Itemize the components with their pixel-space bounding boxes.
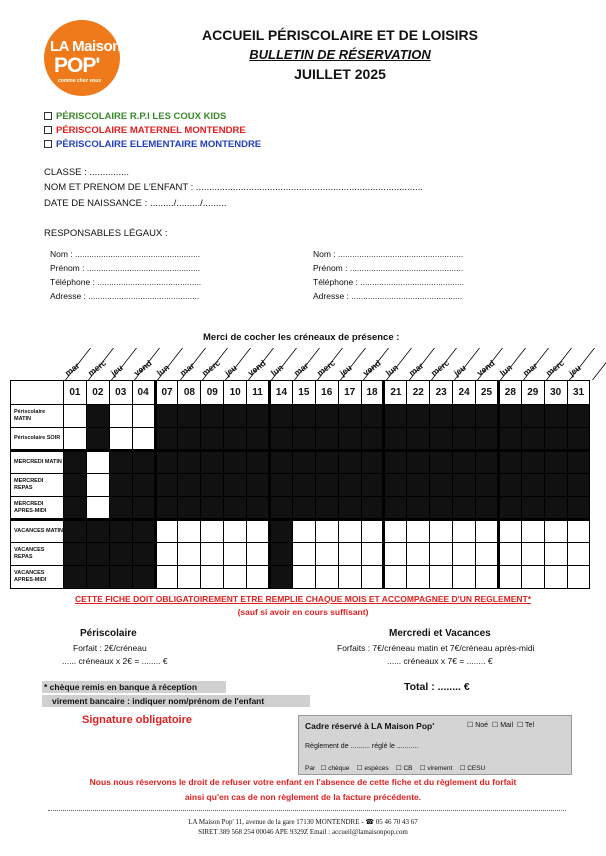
slot-cell bbox=[315, 405, 338, 428]
slot-cell bbox=[64, 451, 87, 474]
resp1-adresse[interactable]: Adresse : ............................................... bbox=[50, 291, 200, 301]
slot-cell[interactable] bbox=[430, 543, 453, 566]
slot-cell bbox=[567, 451, 590, 474]
notice-line-2: (sauf si avoir en cours suffisant) bbox=[237, 607, 369, 617]
slot-cell bbox=[132, 497, 155, 520]
slot-cell[interactable] bbox=[384, 566, 407, 589]
slot-cell bbox=[430, 405, 453, 428]
checkbox-icon[interactable]: ☐ bbox=[491, 722, 499, 729]
slot-cell bbox=[384, 497, 407, 520]
slot-cell bbox=[498, 451, 521, 474]
date-header: 23 bbox=[430, 381, 453, 405]
slot-cell bbox=[201, 497, 224, 520]
logo-text-2: POP' bbox=[54, 54, 100, 77]
row-label: VACANCES MATIN bbox=[11, 520, 64, 543]
slot-cell[interactable] bbox=[361, 520, 384, 543]
calendar-instruction: Merci de cocher les créneaux de présence : bbox=[203, 332, 400, 343]
day-label: jeu bbox=[223, 362, 239, 378]
slot-cell bbox=[224, 405, 247, 428]
slot-cell bbox=[109, 474, 132, 497]
slot-cell[interactable] bbox=[201, 543, 224, 566]
slot-cell[interactable] bbox=[338, 543, 361, 566]
date-header: 03 bbox=[109, 381, 132, 405]
slot-cell bbox=[476, 405, 499, 428]
slot-cell[interactable] bbox=[498, 520, 521, 543]
day-label: merc bbox=[85, 357, 108, 378]
resp2-nom[interactable]: Nom : ..................................................... bbox=[313, 249, 464, 259]
date-header: 07 bbox=[155, 381, 178, 405]
slot-cell bbox=[476, 497, 499, 520]
slot-cell bbox=[361, 428, 384, 451]
slot-cell bbox=[498, 474, 521, 497]
row-label: VACANCES REPAS bbox=[11, 543, 64, 566]
slot-cell bbox=[361, 497, 384, 520]
slot-cell bbox=[453, 451, 476, 474]
day-label: vend bbox=[246, 357, 268, 378]
slot-cell bbox=[338, 474, 361, 497]
day-label: lun bbox=[154, 362, 171, 378]
slot-cell bbox=[338, 451, 361, 474]
slot-cell bbox=[453, 405, 476, 428]
slot-cell bbox=[338, 428, 361, 451]
slot-cell[interactable] bbox=[224, 543, 247, 566]
slot-cell bbox=[270, 451, 293, 474]
slot-cell bbox=[86, 520, 109, 543]
slot-cell bbox=[270, 520, 293, 543]
slot-cell[interactable] bbox=[567, 543, 590, 566]
slot-cell bbox=[407, 474, 430, 497]
slot-cell[interactable] bbox=[476, 543, 499, 566]
day-label: mar bbox=[291, 360, 311, 378]
logo bbox=[44, 20, 120, 96]
resp2-adresse[interactable]: Adresse : ............................................... bbox=[313, 291, 463, 301]
row-label: MERCREDI REPAS bbox=[11, 474, 64, 497]
row-label: Périscolaire MATIN bbox=[11, 405, 64, 428]
slot-cell bbox=[201, 451, 224, 474]
logo-text-1: LA Maison bbox=[50, 38, 121, 55]
slot-cell bbox=[521, 497, 544, 520]
slot-cell bbox=[521, 405, 544, 428]
slot-cell[interactable] bbox=[430, 520, 453, 543]
slot-cell bbox=[86, 566, 109, 589]
slot-cell bbox=[407, 497, 430, 520]
day-label: jeu bbox=[566, 362, 583, 378]
resp1-telephone[interactable]: Téléphone : ............................................ bbox=[50, 277, 202, 287]
slot-cell bbox=[384, 428, 407, 451]
mercredi-calc[interactable]: ...... créneaux x 7€ = ........ € bbox=[387, 656, 493, 666]
slot-cell[interactable] bbox=[338, 520, 361, 543]
date-header: 01 bbox=[64, 381, 87, 405]
day-label: vend bbox=[475, 357, 497, 378]
slot-cell bbox=[567, 497, 590, 520]
grid-corner bbox=[11, 381, 64, 405]
day-label: vend bbox=[360, 357, 383, 378]
slot-cell[interactable] bbox=[521, 520, 544, 543]
periscolaire-title: Périscolaire bbox=[80, 628, 137, 639]
slot-cell bbox=[109, 451, 132, 474]
child-name-field[interactable]: NOM ET PRENOM DE L'ENFANT : ...................................................................................... bbox=[44, 182, 423, 193]
slot-cell bbox=[109, 520, 132, 543]
slot-cell[interactable] bbox=[498, 566, 521, 589]
slot-cell bbox=[155, 497, 178, 520]
slot-cell[interactable] bbox=[476, 520, 499, 543]
slot-cell[interactable] bbox=[407, 566, 430, 589]
checkbox-icon[interactable]: ☐ bbox=[356, 765, 363, 772]
date-header: 24 bbox=[453, 381, 476, 405]
slot-cell[interactable] bbox=[224, 566, 247, 589]
slot-cell bbox=[567, 474, 590, 497]
option-rpi[interactable]: PÉRISCOLAIRE R.P.I LES COUX KIDS bbox=[44, 111, 226, 122]
slot-cell bbox=[109, 543, 132, 566]
slot-cell bbox=[384, 405, 407, 428]
resp1-nom[interactable]: Nom : ..................................................... bbox=[50, 249, 201, 259]
slot-cell bbox=[338, 497, 361, 520]
slot-cell bbox=[270, 497, 293, 520]
slot-cell bbox=[430, 474, 453, 497]
date-header: 04 bbox=[132, 381, 155, 405]
slot-cell bbox=[247, 497, 270, 520]
slot-cell bbox=[132, 520, 155, 543]
slot-cell bbox=[132, 566, 155, 589]
slot-cell bbox=[270, 405, 293, 428]
checkbox-icon[interactable]: ☐ bbox=[516, 722, 524, 729]
slot-cell[interactable] bbox=[544, 566, 567, 589]
slot-cell bbox=[155, 474, 178, 497]
slot-cell bbox=[544, 451, 567, 474]
day-label: jeu bbox=[337, 362, 354, 378]
warning-line-2: ainsi qu'en cas de non règlement de la facture précédente. bbox=[184, 792, 422, 802]
slot-cell bbox=[521, 428, 544, 451]
slot-cell bbox=[544, 428, 567, 451]
slot-cell[interactable] bbox=[224, 520, 247, 543]
footer-line-2: SIRET 389 568 254 00046 APE 9329Z Email : accueil@lamaisonpop.com bbox=[198, 828, 408, 836]
slot-cell bbox=[544, 474, 567, 497]
slot-cell bbox=[292, 405, 315, 428]
slot-cell bbox=[155, 451, 178, 474]
date-header: 17 bbox=[338, 381, 361, 405]
checkbox-icon[interactable]: ☐ bbox=[459, 765, 466, 772]
classe-field[interactable]: CLASSE : ............... bbox=[44, 167, 129, 178]
admin-opts: ☐ Noé ☐ Mail ☐ Tel bbox=[467, 722, 534, 729]
logo-tagline: comme chez vous bbox=[58, 78, 102, 84]
date-header: 10 bbox=[224, 381, 247, 405]
day-label: lun bbox=[383, 362, 400, 378]
slot-cell bbox=[64, 543, 87, 566]
slot-cell bbox=[132, 474, 155, 497]
slot-cell bbox=[64, 566, 87, 589]
slot-cell bbox=[407, 451, 430, 474]
slot-cell bbox=[292, 497, 315, 520]
date-header: 11 bbox=[247, 381, 270, 405]
slot-cell bbox=[109, 497, 132, 520]
date-header: 18 bbox=[361, 381, 384, 405]
slot-cell bbox=[247, 405, 270, 428]
slot-cell[interactable] bbox=[430, 566, 453, 589]
notice-line-1: CETTE FICHE DOIT OBLIGATOIREMENT ETRE REMPLIE CHAQUE MOIS ET ACCOMPAGNEE D'UN REGLEMENT* bbox=[75, 594, 531, 604]
slot-cell[interactable] bbox=[86, 451, 109, 474]
slot-cell bbox=[109, 566, 132, 589]
slot-cell bbox=[132, 543, 155, 566]
footer-divider bbox=[48, 810, 566, 811]
header-month: JUILLET 2025 bbox=[294, 66, 386, 82]
slot-cell bbox=[270, 543, 293, 566]
slot-cell bbox=[201, 474, 224, 497]
checkbox-icon[interactable]: ☐ bbox=[419, 765, 426, 772]
slot-cell[interactable] bbox=[155, 520, 178, 543]
date-header: 30 bbox=[544, 381, 567, 405]
slot-cell bbox=[430, 428, 453, 451]
mercredi-title: Mercredi et Vacances bbox=[389, 628, 491, 639]
periscolaire-forfait: Forfait : 2€/créneau bbox=[73, 643, 147, 653]
admin-reglement[interactable]: Règlement de .......... réglé le ........... bbox=[305, 743, 419, 750]
slot-cell bbox=[384, 474, 407, 497]
day-label: merc bbox=[314, 357, 337, 378]
warning-line-1: Nous nous réservons le droit de refuser votre enfant en l'absence de cette fiche et du règlement du forfait bbox=[89, 777, 517, 787]
slot-cell bbox=[476, 428, 499, 451]
resp2-prenom[interactable]: Prénom : ................................................ bbox=[313, 263, 464, 273]
slot-cell bbox=[86, 405, 109, 428]
slot-cell[interactable] bbox=[247, 566, 270, 589]
slot-cell[interactable] bbox=[384, 520, 407, 543]
slot-cell[interactable] bbox=[292, 566, 315, 589]
checkbox[interactable] bbox=[44, 140, 52, 148]
slot-cell[interactable] bbox=[407, 520, 430, 543]
slot-cell[interactable] bbox=[567, 566, 590, 589]
slot-cell bbox=[270, 474, 293, 497]
day-label: mar bbox=[520, 360, 540, 378]
date-header: 16 bbox=[315, 381, 338, 405]
row-label: MERCREDI APRES-MIDI bbox=[11, 497, 64, 520]
slot-cell bbox=[224, 451, 247, 474]
slot-cell bbox=[338, 405, 361, 428]
slot-cell[interactable] bbox=[201, 520, 224, 543]
slot-cell[interactable] bbox=[178, 520, 201, 543]
slot-cell[interactable] bbox=[544, 520, 567, 543]
admin-methods: Par ☐ chèque ☐ espèces ☐ CB ☐ virement ☐ CESU bbox=[305, 765, 486, 772]
slot-cell bbox=[178, 405, 201, 428]
slot-cell bbox=[498, 428, 521, 451]
date-header: 29 bbox=[521, 381, 544, 405]
slot-cell bbox=[201, 428, 224, 451]
slot-cell[interactable] bbox=[521, 566, 544, 589]
header-title: ACCUEIL PÉRISCOLAIRE ET DE LOISIRS bbox=[202, 27, 478, 43]
slot-cell bbox=[292, 474, 315, 497]
slot-cell bbox=[178, 497, 201, 520]
row-label: MERCREDI MATIN bbox=[11, 451, 64, 474]
slot-cell bbox=[315, 428, 338, 451]
slot-cell[interactable] bbox=[178, 543, 201, 566]
day-label: merc bbox=[429, 357, 452, 378]
slot-cell bbox=[430, 497, 453, 520]
slot-cell bbox=[361, 405, 384, 428]
slot-cell[interactable] bbox=[292, 543, 315, 566]
date-header: 31 bbox=[567, 381, 590, 405]
slot-cell[interactable] bbox=[64, 405, 87, 428]
slot-cell[interactable] bbox=[86, 474, 109, 497]
slot-cell bbox=[224, 497, 247, 520]
date-header: 28 bbox=[498, 381, 521, 405]
slot-cell bbox=[178, 451, 201, 474]
slot-cell[interactable] bbox=[315, 543, 338, 566]
resp1-prenom[interactable]: Prénom : ................................................ bbox=[50, 263, 201, 273]
day-label: mar bbox=[177, 360, 196, 378]
slot-cell[interactable] bbox=[338, 566, 361, 589]
slot-cell bbox=[567, 428, 590, 451]
slot-cell[interactable] bbox=[384, 543, 407, 566]
slot-cell[interactable] bbox=[567, 520, 590, 543]
slot-cell bbox=[155, 428, 178, 451]
option-elementaire[interactable]: PÉRISCOLAIRE ELEMENTAIRE MONTENDRE bbox=[44, 139, 261, 150]
slot-cell bbox=[544, 405, 567, 428]
slot-cell bbox=[498, 497, 521, 520]
checkbox-icon[interactable]: ☐ bbox=[320, 765, 327, 772]
slot-cell[interactable] bbox=[247, 520, 270, 543]
slot-cell bbox=[224, 474, 247, 497]
checkbox[interactable] bbox=[44, 126, 52, 134]
slot-cell bbox=[224, 428, 247, 451]
slot-cell bbox=[521, 451, 544, 474]
slot-cell[interactable] bbox=[132, 428, 155, 451]
slot-cell[interactable] bbox=[361, 566, 384, 589]
slot-cell bbox=[64, 497, 87, 520]
admin-box bbox=[298, 715, 572, 775]
slot-cell[interactable] bbox=[315, 520, 338, 543]
payment-note-2: virement bancaire : indiquer nom/prénom de l'enfant bbox=[42, 695, 310, 707]
day-label: mar bbox=[62, 360, 82, 378]
slot-cell[interactable] bbox=[361, 543, 384, 566]
periscolaire-calc[interactable]: ...... créneaux x 2€ = ........ € bbox=[62, 656, 168, 666]
day-label: jeu bbox=[108, 362, 125, 378]
slot-cell bbox=[178, 474, 201, 497]
checkbox-icon[interactable]: ☐ bbox=[467, 722, 474, 729]
option-maternel[interactable]: PÉRISCOLAIRE MATERNEL MONTENDRE bbox=[44, 125, 246, 136]
payment-note-1: * chèque remis en banque à réception bbox=[42, 681, 226, 693]
slot-cell[interactable] bbox=[178, 566, 201, 589]
birthdate-field[interactable]: DATE DE NAISSANCE : ........./........./......... bbox=[44, 198, 227, 209]
slot-cell[interactable] bbox=[155, 566, 178, 589]
slot-cell bbox=[132, 451, 155, 474]
slot-cell bbox=[247, 474, 270, 497]
slot-cell[interactable] bbox=[453, 566, 476, 589]
total-field[interactable]: Total : ........ € bbox=[404, 681, 470, 693]
slot-cell bbox=[201, 405, 224, 428]
day-headers bbox=[0, 345, 606, 380]
slot-cell bbox=[567, 405, 590, 428]
slot-cell[interactable] bbox=[109, 405, 132, 428]
checkbox-icon[interactable]: ☐ bbox=[395, 765, 402, 772]
slot-cell bbox=[270, 428, 293, 451]
resp2-telephone[interactable]: Téléphone : ............................................ bbox=[313, 277, 465, 287]
signature-label: Signature obligatoire bbox=[82, 714, 193, 726]
slot-cell bbox=[430, 451, 453, 474]
slot-cell bbox=[407, 428, 430, 451]
day-label: mar bbox=[406, 360, 425, 378]
slot-cell[interactable] bbox=[292, 520, 315, 543]
day-label: merc bbox=[543, 357, 566, 378]
slot-cell bbox=[315, 497, 338, 520]
slot-cell[interactable] bbox=[315, 566, 338, 589]
checkbox[interactable] bbox=[44, 112, 52, 120]
admin-box-title: Cadre réservé à LA Maison Pop' bbox=[305, 721, 435, 731]
slot-cell bbox=[247, 428, 270, 451]
slot-cell bbox=[86, 428, 109, 451]
slot-cell bbox=[247, 451, 270, 474]
slot-cell[interactable] bbox=[476, 566, 499, 589]
responsables-title: RESPONSABLES LÉGAUX : bbox=[44, 228, 168, 239]
slot-cell bbox=[453, 474, 476, 497]
slot-cell bbox=[270, 566, 293, 589]
date-header: 22 bbox=[407, 381, 430, 405]
slot-cell[interactable] bbox=[453, 520, 476, 543]
date-header: 09 bbox=[201, 381, 224, 405]
day-label: jeu bbox=[452, 362, 468, 378]
day-divider bbox=[592, 348, 606, 380]
header-subtitle: BULLETIN DE RÉSERVATION bbox=[249, 47, 431, 62]
date-header: 15 bbox=[292, 381, 315, 405]
mercredi-forfait: Forfaits : 7€/créneau matin et 7€/créneau après-midi bbox=[337, 643, 535, 653]
slot-cell bbox=[521, 474, 544, 497]
slot-cell bbox=[292, 428, 315, 451]
row-label: VACANCES APRES-MIDI bbox=[11, 566, 64, 589]
slot-cell bbox=[64, 474, 87, 497]
slot-cell bbox=[86, 543, 109, 566]
slot-cell[interactable] bbox=[64, 428, 87, 451]
date-header: 14 bbox=[270, 381, 293, 405]
slot-cell[interactable] bbox=[201, 566, 224, 589]
slot-cell[interactable] bbox=[132, 405, 155, 428]
date-header: 08 bbox=[178, 381, 201, 405]
day-label: lun bbox=[268, 362, 286, 378]
slot-cell bbox=[476, 451, 499, 474]
slot-cell bbox=[155, 405, 178, 428]
date-header: 02 bbox=[86, 381, 109, 405]
slot-cell bbox=[384, 451, 407, 474]
slot-cell bbox=[361, 474, 384, 497]
slot-cell[interactable] bbox=[407, 543, 430, 566]
slot-cell bbox=[476, 474, 499, 497]
slot-cell[interactable] bbox=[521, 543, 544, 566]
day-label: lun bbox=[497, 362, 515, 378]
slot-cell bbox=[292, 451, 315, 474]
slot-cell bbox=[407, 405, 430, 428]
slot-cell[interactable] bbox=[109, 428, 132, 451]
slot-cell bbox=[361, 451, 384, 474]
slot-cell[interactable] bbox=[247, 543, 270, 566]
date-header: 25 bbox=[476, 381, 499, 405]
slot-cell[interactable] bbox=[453, 543, 476, 566]
slot-cell bbox=[498, 405, 521, 428]
slot-cell bbox=[544, 497, 567, 520]
slot-cell[interactable] bbox=[498, 543, 521, 566]
footer-line-1: LA Maison Pop' 11, avenue de la gare 17130 MONTENDRE - ☎ 05 46 70 43 67 bbox=[188, 818, 418, 826]
row-label: Périscolaire SOIR bbox=[11, 428, 64, 451]
slot-cell[interactable] bbox=[86, 497, 109, 520]
slot-cell bbox=[178, 428, 201, 451]
slot-cell[interactable] bbox=[544, 543, 567, 566]
slot-cell bbox=[315, 474, 338, 497]
date-header: 21 bbox=[384, 381, 407, 405]
slot-cell[interactable] bbox=[155, 543, 178, 566]
slot-cell bbox=[453, 497, 476, 520]
slot-cell bbox=[315, 451, 338, 474]
slot-cell bbox=[64, 520, 87, 543]
day-label: vend bbox=[131, 357, 154, 378]
slot-cell bbox=[453, 428, 476, 451]
reservation-grid bbox=[10, 380, 590, 589]
day-label: merc bbox=[200, 357, 223, 378]
